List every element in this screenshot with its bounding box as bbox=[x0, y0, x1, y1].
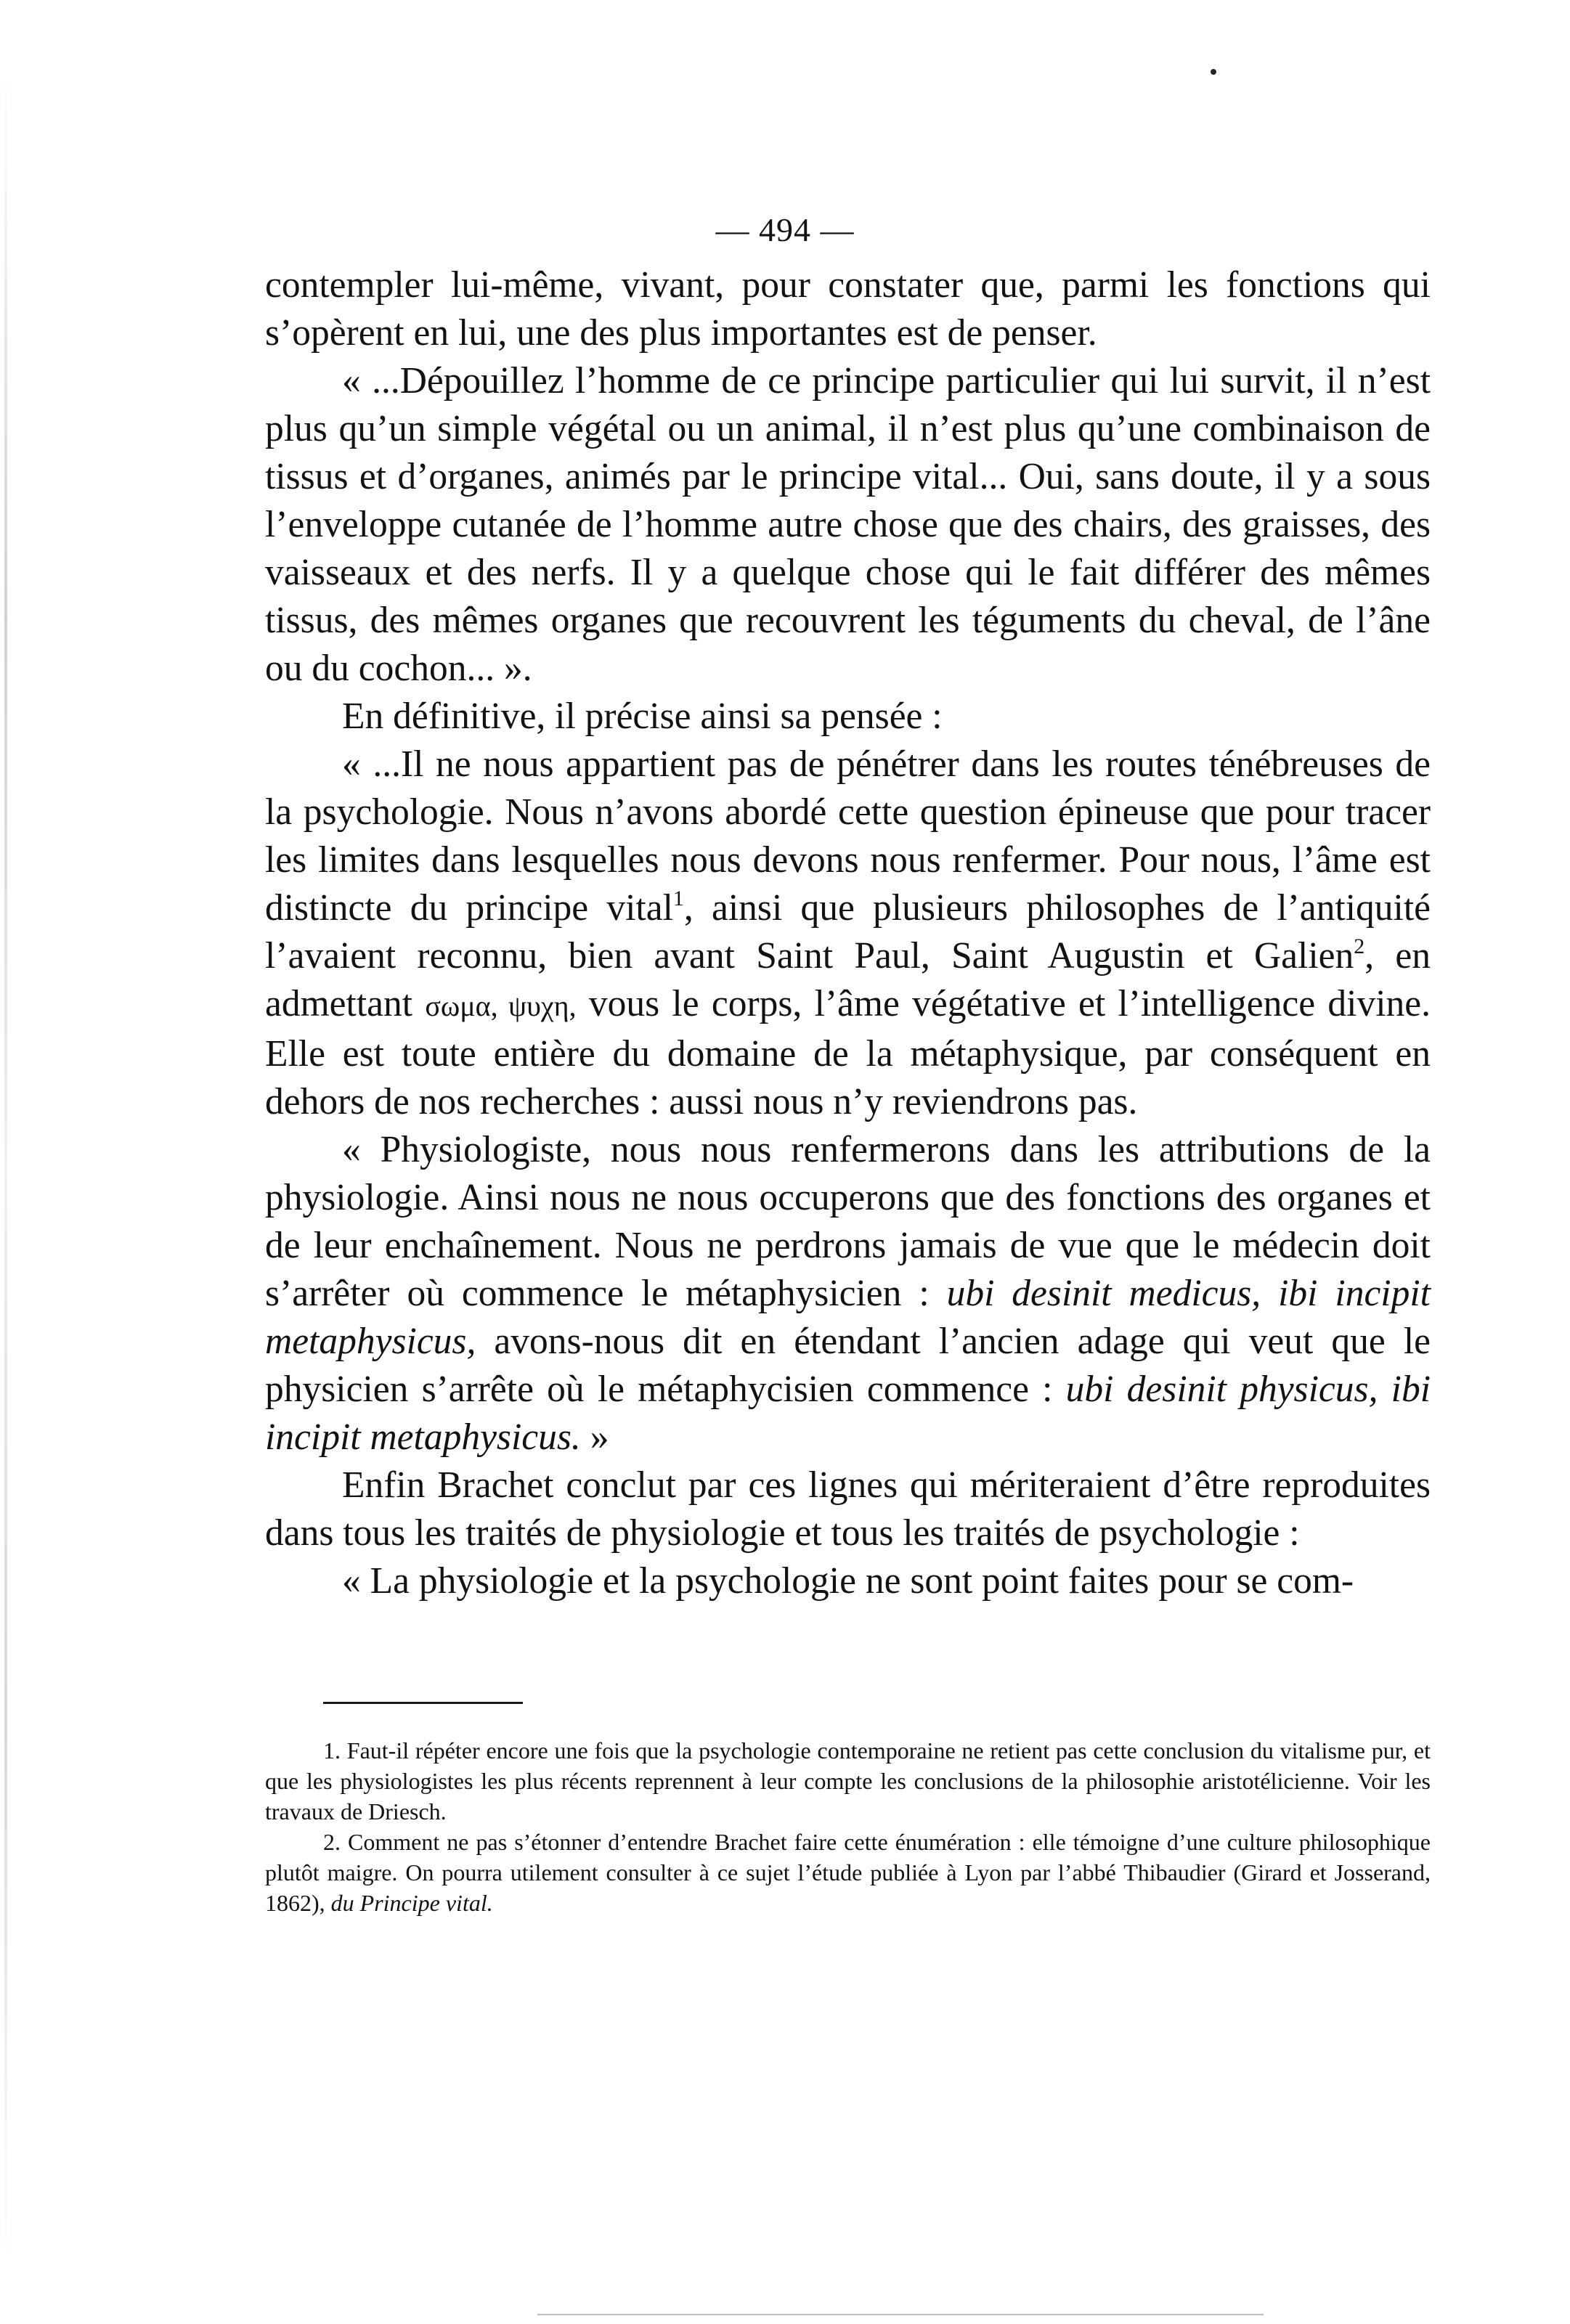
latin-phrase: ubi desinit medicus, ibi incipit metaphysicus, bbox=[265, 1273, 1431, 1362]
footnotes bbox=[265, 1735, 1431, 1918]
footnote-1 bbox=[265, 1735, 1431, 1827]
paragraph-2-quote bbox=[265, 357, 1431, 693]
text-span: « La physiologie et la psychologie ne sont point faites pour se com- bbox=[342, 1560, 1354, 1602]
text-span: « ...Il ne nous appartient pas de pénétrer dans les routes ténébreuses de la psychologie. Nous n’avons abordé cette question épineuse que pour tracer les limites dans lesquelles nous devons nous renfermer. Pour nous, l’âme est distincte du principe vital bbox=[265, 743, 1431, 929]
footnote-2 bbox=[265, 1827, 1431, 1918]
paragraph-3 bbox=[265, 693, 1431, 741]
text-span: , en admettant bbox=[265, 935, 1431, 1024]
scan-bottom-line bbox=[537, 2314, 1264, 2315]
text-span: » bbox=[580, 1416, 609, 1458]
text-span: vous le corps, l’âme végétative et l’intelligence divine. Elle est toute entière du domaine de la métaphysique, par conséquent en dehors de nos recherches : aussi nous n’y reviendrons pas. bbox=[265, 983, 1431, 1122]
text-span: « ...Dépouillez l’homme de ce principe particulier qui lui survit, il n’est plus qu’un simple végétal ou un animal, il n’est plus qu’une combinaison de tissus et d’organes, animés par le principe vital... Oui, sans doute, il y a sous l’enveloppe cutanée de l’homme autre chose que des chairs, des graisses, des vaisseaux et des nerfs. Il y a quelque chose qui le fait différer des mêmes tissus, des mêmes organes que recouvrent les téguments du cheval, de l’âne ou du cochon... ». bbox=[265, 360, 1431, 689]
book-title: du Principe vital. bbox=[330, 1890, 493, 1916]
paragraph-6 bbox=[265, 1461, 1431, 1557]
text-span: avons-nous dit en étendant l’ancien adage qui veut que le physicien s’arrête où le métaphycisien commence : bbox=[265, 1321, 1431, 1410]
text-span: Enfin Brachet conclut par ces lignes qui mériteraient d’être reproduites dans tous les traités de physiologie et tous les traités de psychologie : bbox=[265, 1464, 1431, 1554]
text-span: 2. Comment ne pas s’étonner d’entendre Brachet faire cette énumération : elle témoigne d’une culture philosophique plutôt maigre. On pourra utilement consulter à ce sujet l’étude publiée à Lyon par l’abbé Thibaudier (Girard et Josserand, 1862), bbox=[265, 1829, 1431, 1916]
greek-words: σωμα, ψυχη, bbox=[425, 990, 577, 1022]
main-text bbox=[265, 261, 1431, 1605]
paragraph-4-quote bbox=[265, 741, 1431, 1126]
text-span: contempler lui-même, vivant, pour constater que, parmi les fonctions qui s’opèrent en lui, une des plus importantes est de penser. bbox=[265, 264, 1431, 354]
latin-phrase: ubi desinit physicus, ibi incipit metaphysicus. bbox=[265, 1369, 1431, 1458]
paragraph-5-quote bbox=[265, 1126, 1431, 1461]
footnote-ref-2: 2 bbox=[1354, 934, 1365, 958]
text-span: , ainsi que plusieurs philosophes de l’antiquité l’avaient reconnu, bien avant Saint Paul, Saint Augustin et Galien bbox=[265, 887, 1431, 977]
scan-speck bbox=[1211, 69, 1216, 75]
paragraph-1 bbox=[265, 261, 1431, 357]
scan-left-edge-shadow bbox=[4, 65, 7, 2272]
text-span: « Physiologiste, nous nous renfermerons dans les attributions de la physiologie. Ainsi nous ne nous occuperons que des fonctions des organes et de leur enchaînement. Nous ne perdrons jamais de vue que le médecin doit s’arrêter où commence le métaphysicien : bbox=[265, 1129, 1431, 1314]
paragraph-7-quote bbox=[265, 1557, 1431, 1605]
footnote-separator bbox=[323, 1702, 523, 1704]
text-span: En définitive, il précise ainsi sa pensée : bbox=[342, 696, 943, 737]
footnote-ref-1: 1 bbox=[672, 886, 684, 910]
page-number: — 494 — bbox=[715, 211, 855, 248]
text-span: 1. Faut-il répéter encore une fois que la psychologie contemporaine ne retient pas cette conclusion du vitalisme pur, et que les physiologistes les plus récents reprennent à leur compte les conclusions de la philosophie aristotélicienne. Voir les travaux de Driesch. bbox=[265, 1737, 1431, 1824]
